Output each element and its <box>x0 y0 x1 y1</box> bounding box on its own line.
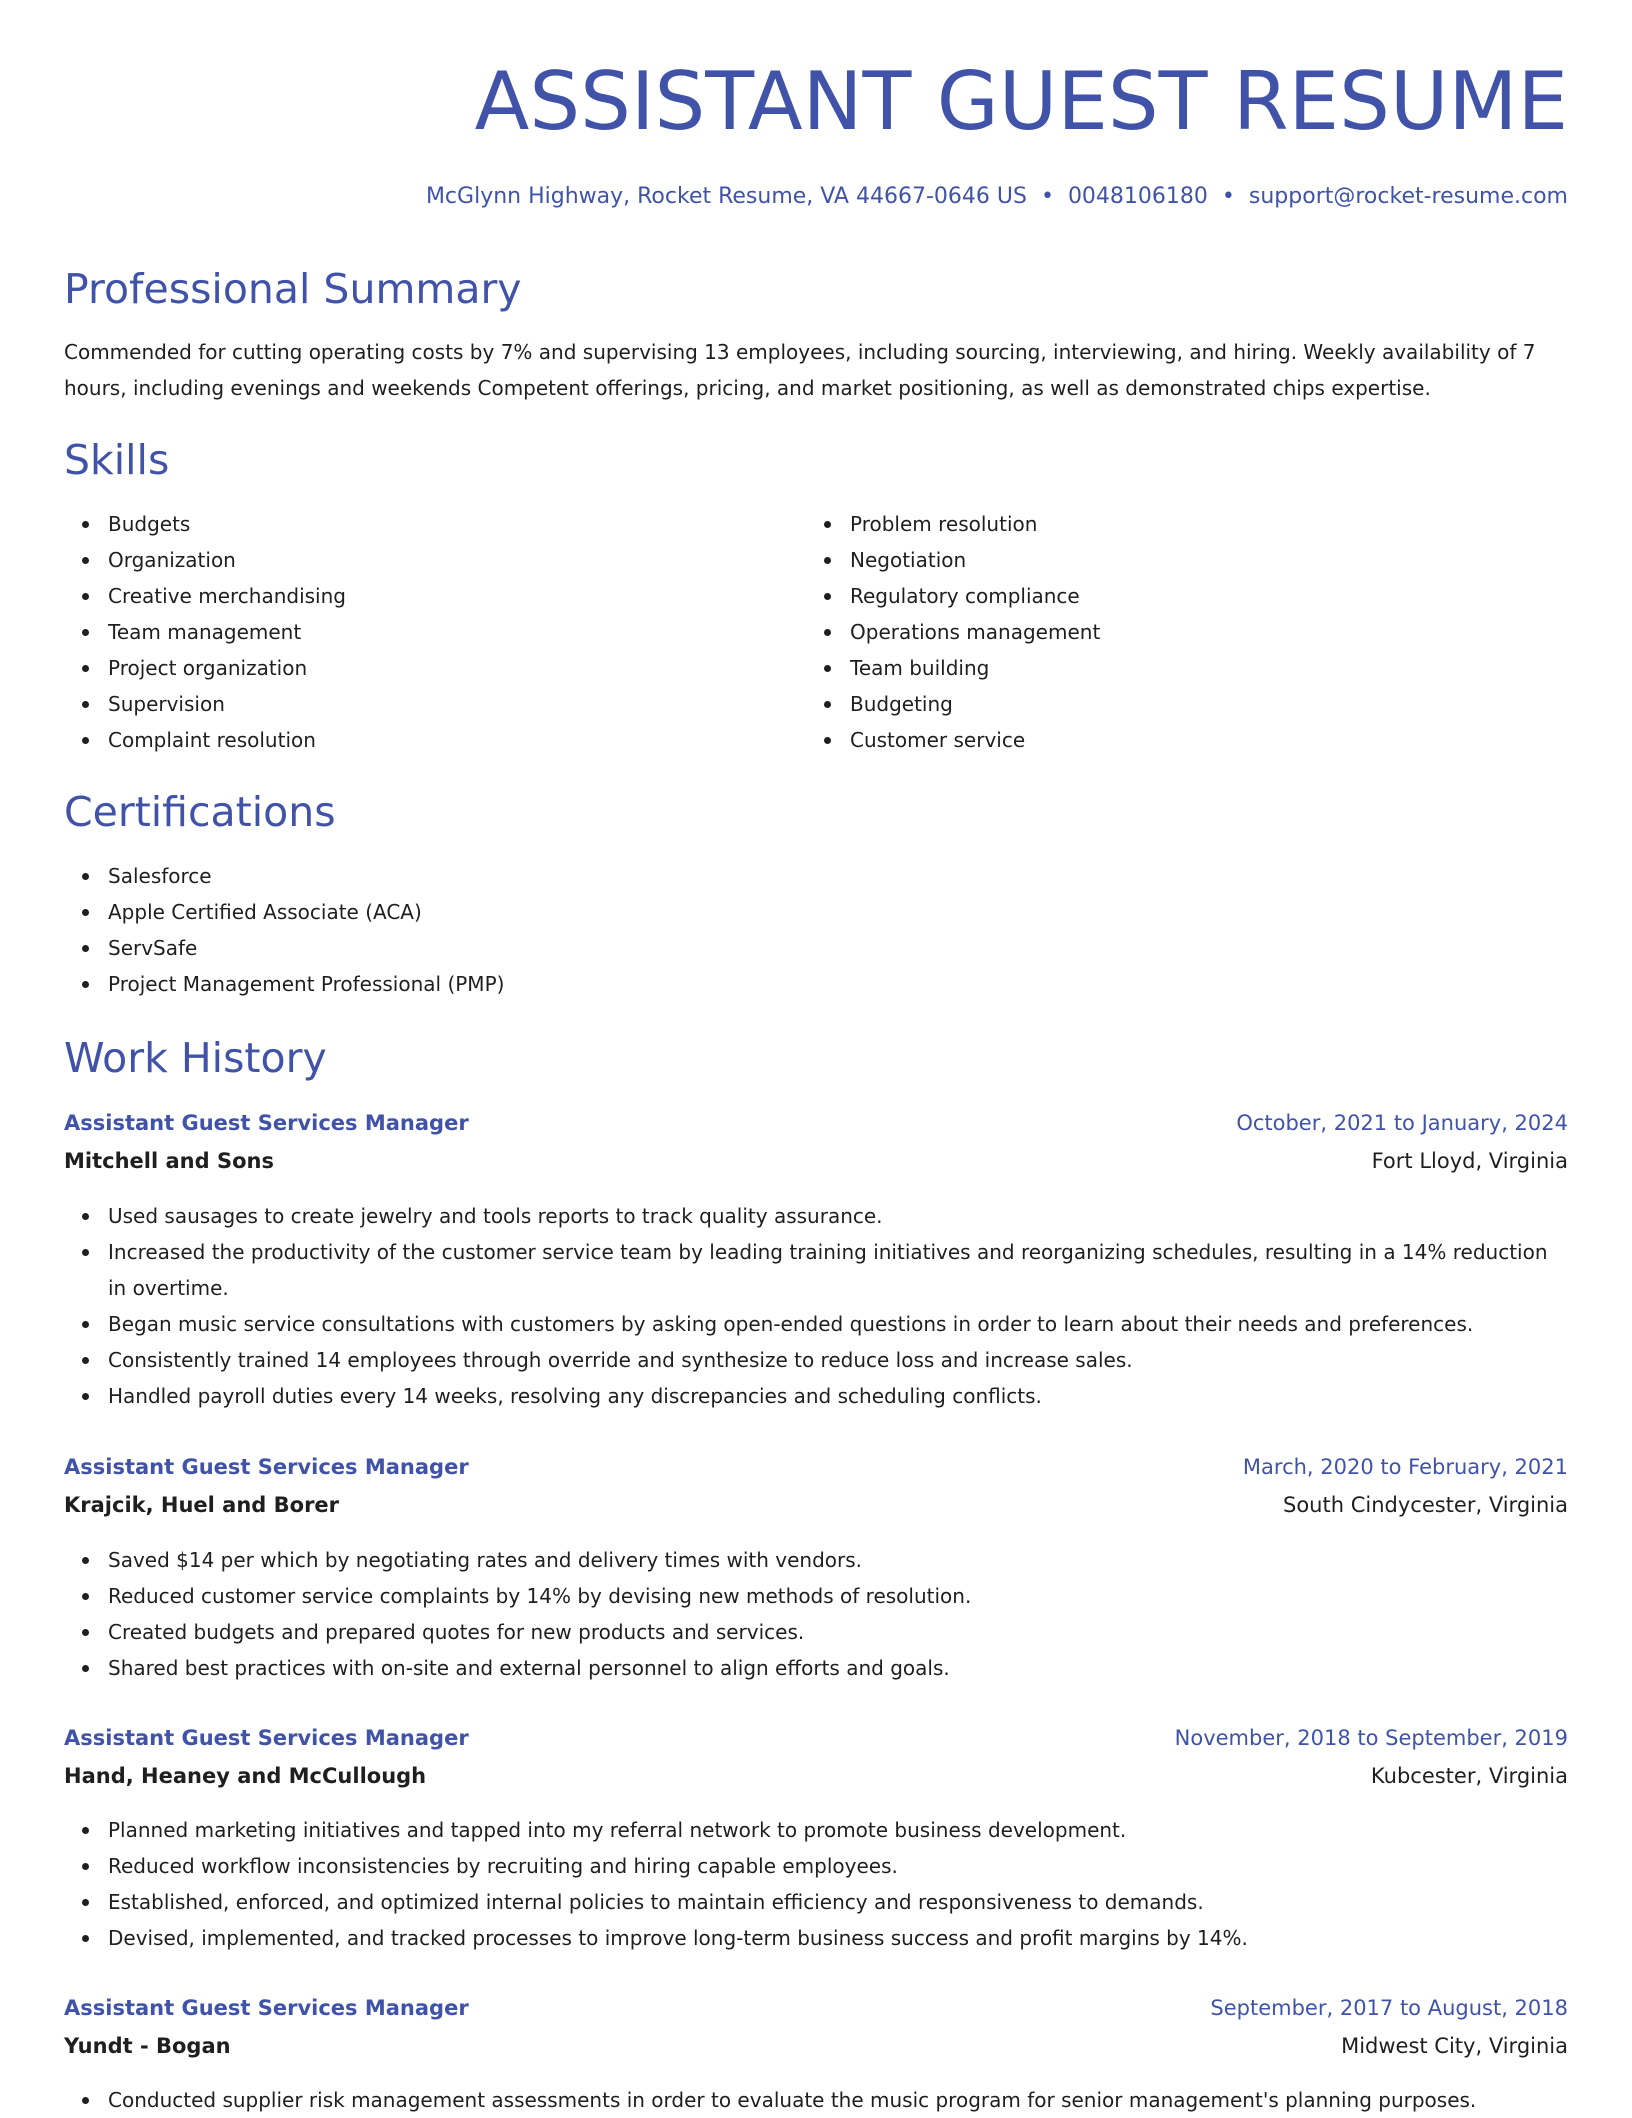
certifications-heading: Certifications <box>64 788 336 836</box>
summary-heading: Professional Summary <box>64 265 522 313</box>
list-item: Organization <box>108 542 346 578</box>
job-dates: March, 2020 to February, 2021 <box>1242 1455 1568 1479</box>
skills-heading: Skills <box>64 436 170 484</box>
job-bullets <box>64 2082 1568 2118</box>
list-item: Project organization <box>108 650 346 686</box>
job-company: Mitchell and Sons <box>64 1149 274 1173</box>
list-item: Established, enforced, and optimized internal policies to maintain efficiency and responsiveness to demands. <box>108 1884 1568 1920</box>
resume-title: ASSISTANT GUEST RESUME <box>474 55 1568 148</box>
list-item: Apple Certified Associate (ACA) <box>108 894 504 930</box>
job-location: South Cindycester, Virginia <box>1283 1493 1568 1517</box>
list-item: Complaint resolution <box>108 722 346 758</box>
list-item: Shared best practices with on-site and external personnel to align efforts and goals. <box>108 1650 1568 1686</box>
contact-email[interactable]: support@rocket-resume.com <box>1248 184 1568 209</box>
certifications-list <box>64 858 504 1002</box>
job-company: Yundt - Bogan <box>64 2034 231 2058</box>
list-item: Budgets <box>108 506 346 542</box>
job-title: Assistant Guest Services Manager <box>64 1726 469 1750</box>
list-item: Team building <box>850 650 1100 686</box>
job-title: Assistant Guest Services Manager <box>64 1455 469 1479</box>
job-dates: November, 2018 to September, 2019 <box>1174 1726 1568 1750</box>
job-bullets <box>64 1542 1568 1686</box>
skills-list-left <box>64 506 346 758</box>
job-dates: October, 2021 to January, 2024 <box>1236 1111 1568 1135</box>
job-title: Assistant Guest Services Manager <box>64 1111 469 1135</box>
job-title: Assistant Guest Services Manager <box>64 1996 469 2020</box>
job-company: Krajcik, Huel and Borer <box>64 1493 340 1517</box>
list-item: Operations management <box>850 614 1100 650</box>
list-item: Reduced workflow inconsistencies by recruiting and hiring capable employees. <box>108 1848 1568 1884</box>
list-item: Began music service consultations with customers by asking open-ended questions in order to learn about their needs and preferences. <box>108 1306 1568 1342</box>
list-item: Negotiation <box>850 542 1100 578</box>
work-history-heading: Work History <box>64 1034 327 1082</box>
list-item: Saved $14 per which by negotiating rates and delivery times with vendors. <box>108 1542 1568 1578</box>
list-item: Regulatory compliance <box>850 578 1100 614</box>
job-location: Midwest City, Virginia <box>1341 2034 1568 2058</box>
summary-text: Commended for cutting operating costs by 7% and supervising 13 employees, including sourcing, interviewing, and hiring. Weekly availability of 7 hours, including evenings and weekends Competent offerings, pricing, and market positioning, as well as demonstrated chips expertise. <box>64 340 1536 400</box>
list-item: Problem resolution <box>850 506 1100 542</box>
list-item: Budgeting <box>850 686 1100 722</box>
job-dates: September, 2017 to August, 2018 <box>1210 1996 1568 2020</box>
contact-separator: • <box>1221 184 1235 209</box>
list-item: Reduced customer service complaints by 14% by devising new methods of resolution. <box>108 1578 1568 1614</box>
list-item: Consistently trained 14 employees through override and synthesize to reduce loss and increase sales. <box>108 1342 1568 1378</box>
list-item: Planned marketing initiatives and tapped into my referral network to promote business development. <box>108 1812 1568 1848</box>
list-item: Creative merchandising <box>108 578 346 614</box>
list-item: Handled payroll duties every 14 weeks, resolving any discrepancies and scheduling conflicts. <box>108 1378 1568 1414</box>
contact-line <box>426 180 1568 214</box>
list-item: Increased the productivity of the customer service team by leading training initiatives and reorganizing schedules, resulting in a 14% reduction in overtime. <box>108 1234 1568 1306</box>
list-item: Devised, implemented, and tracked processes to improve long-term business success and profit margins by 14%. <box>108 1920 1568 1956</box>
list-item: Salesforce <box>108 858 504 894</box>
job-location: Fort Lloyd, Virginia <box>1371 1149 1568 1173</box>
job-company: Hand, Heaney and McCullough <box>64 1764 427 1788</box>
contact-separator: • <box>1040 184 1054 209</box>
job-location: Kubcester, Virginia <box>1370 1764 1568 1788</box>
contact-phone: 0048106180 <box>1067 184 1208 209</box>
list-item: Created budgets and prepared quotes for new products and services. <box>108 1614 1568 1650</box>
job-bullets <box>64 1198 1568 1414</box>
list-item: Supervision <box>108 686 346 722</box>
skills-list-right <box>806 506 1100 758</box>
list-item: ServSafe <box>108 930 504 966</box>
list-item: Used sausages to create jewelry and tools reports to track quality assurance. <box>108 1198 1568 1234</box>
list-item: Customer service <box>850 722 1100 758</box>
job-bullets <box>64 1812 1568 1956</box>
list-item: Project Management Professional (PMP) <box>108 966 504 1002</box>
list-item: Team management <box>108 614 346 650</box>
contact-address: McGlynn Highway, Rocket Resume, VA 44667-0646 US <box>425 184 1027 209</box>
list-item: Conducted supplier risk management assessments in order to evaluate the music program for senior management's planning purposes. <box>108 2082 1568 2118</box>
